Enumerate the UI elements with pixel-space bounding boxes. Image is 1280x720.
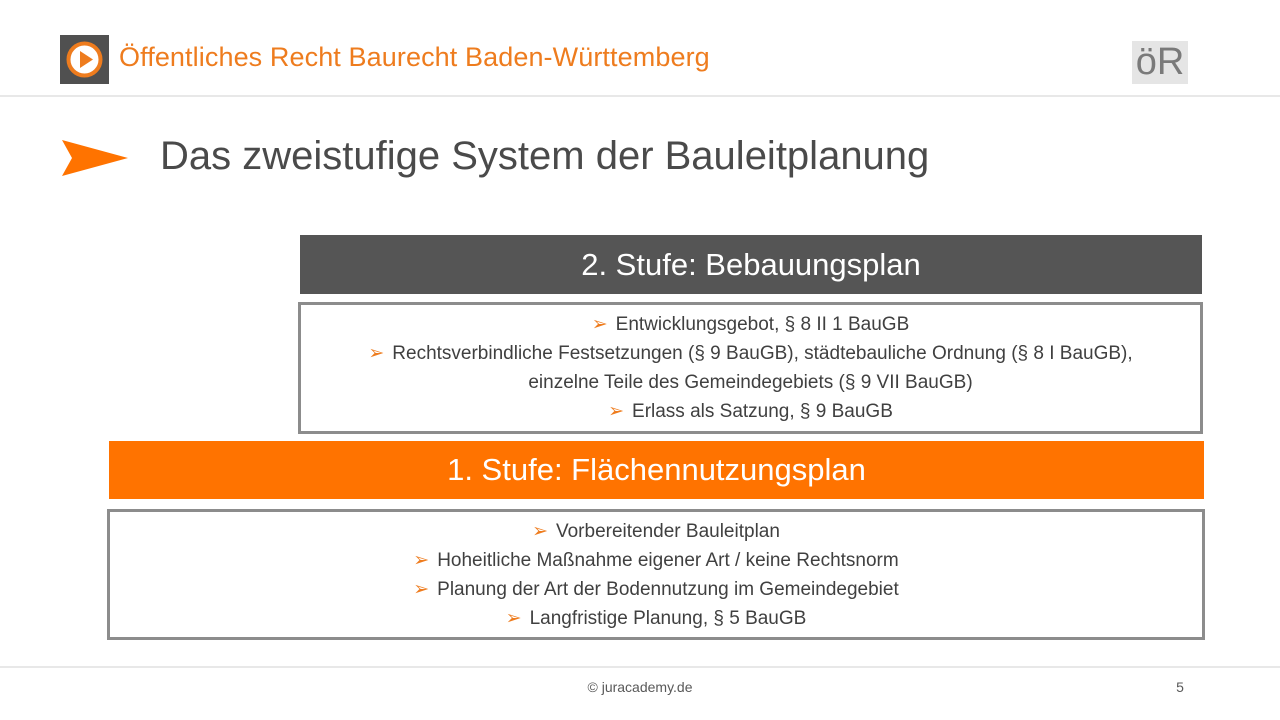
page-title: Das zweistufige System der Bauleitplanung (160, 134, 930, 178)
list-item: ➢ Erlass als Satzung, § 9 BauGB (608, 401, 893, 422)
list-item: ➢ Planung der Art der Bodennutzung im Gemeindegebiet (413, 578, 899, 600)
arrow-bullet-icon: ➢ (413, 549, 430, 571)
footer-copyright: © juracademy.de (587, 679, 693, 695)
arrow-bullet-icon: ➢ (368, 343, 385, 364)
list-item: ➢ Langfristige Planung, § 5 BauGB (505, 607, 807, 629)
arrow-bullet-icon: ➢ (608, 401, 625, 422)
list-item-continuation: einzelne Teile des Gemeindegebiets (§ 9 VII BauGB) (528, 372, 973, 393)
stage1-heading (109, 441, 1204, 499)
play-circle-icon (60, 35, 109, 84)
header-divider (0, 95, 1280, 97)
subject-badge: öR (1132, 41, 1188, 84)
arrow-bullet-icon: ➢ (505, 607, 522, 629)
footer-divider (0, 666, 1280, 668)
list-item: ➢ Entwicklungsgebot, § 8 II 1 BauGB (591, 314, 910, 335)
arrow-bullet-icon: ➢ (413, 578, 430, 600)
orange-triangle-arrow-icon (62, 140, 128, 181)
header-title: Öffentliches Recht Baurecht Baden-Württemberg (119, 42, 710, 72)
stage2-heading (300, 235, 1202, 294)
list-item: ➢ Hoheitliche Maßnahme eigener Art / keine Rechtsnorm (413, 549, 899, 571)
page-number: 5 (1176, 679, 1184, 695)
stage2-heading-text: 2. Stufe: Bebauungsplan (581, 246, 921, 282)
arrow-bullet-icon: ➢ (591, 314, 608, 335)
stage1-bullet-box (107, 509, 1205, 640)
list-item: ➢ Vorbereitender Bauleitplan (532, 520, 780, 542)
slide-header (0, 0, 1280, 96)
arrow-bullet-icon: ➢ (532, 520, 548, 542)
stage2-bullet-box (298, 302, 1203, 434)
list-item: ➢ Rechtsverbindliche Festsetzungen (§ 9 BauGB), städtebauliche Ordnung (§ 8 I BauGB), (368, 343, 1133, 364)
stage1-heading-text: 1. Stufe: Flächennutzungsplan (447, 452, 866, 487)
